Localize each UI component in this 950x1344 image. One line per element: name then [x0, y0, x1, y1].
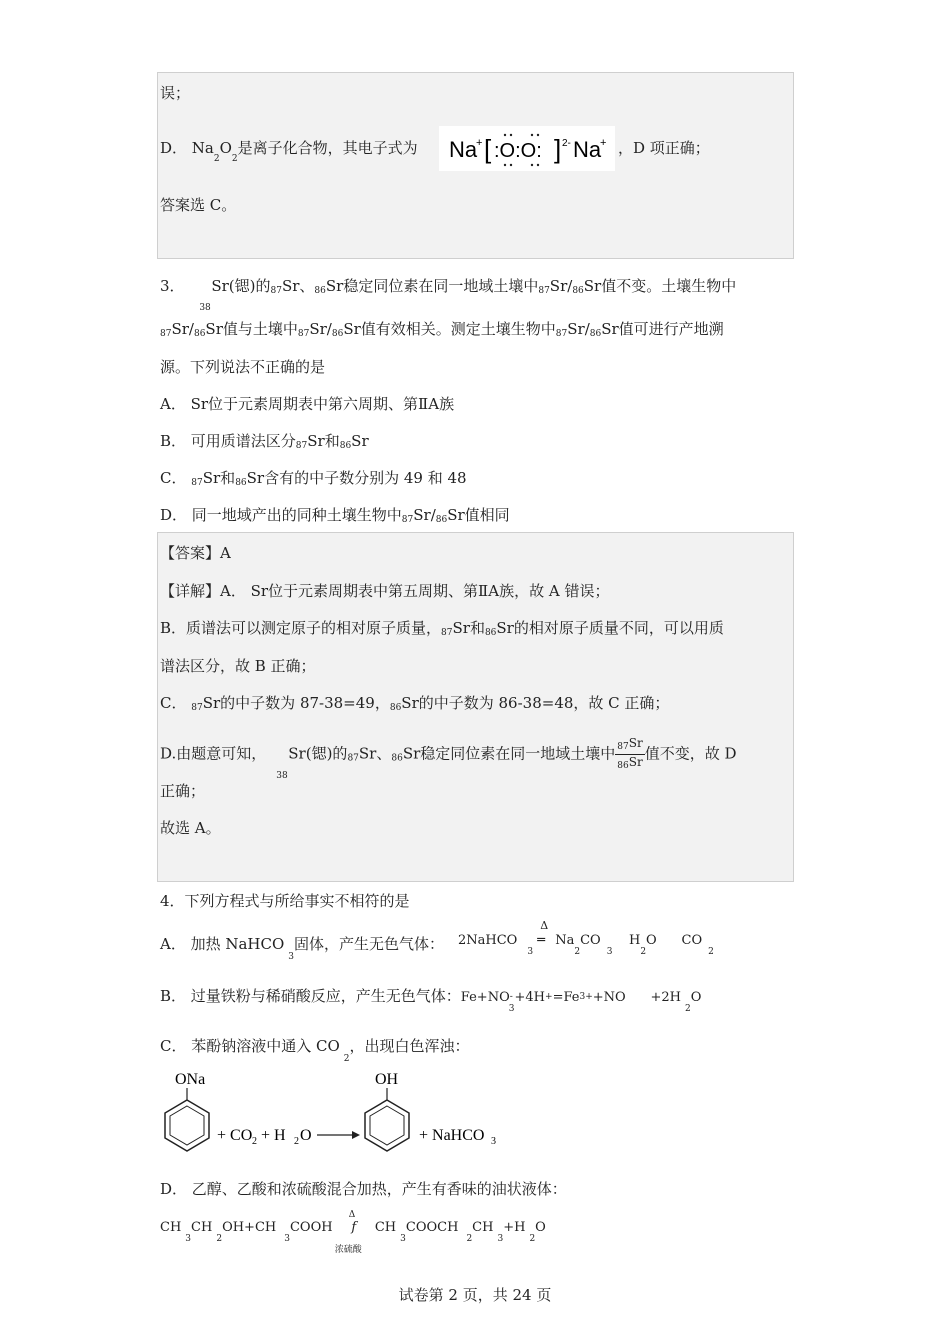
ans3-answer: 【答案】A [160, 544, 231, 562]
svg-text:2-: 2- [562, 138, 571, 149]
label-o: O [300, 1127, 312, 1144]
svg-text:2: 2 [294, 1136, 299, 1147]
q3-option-a: A． Sr位于元素周期表中第六周期、第ⅡA族 [160, 395, 455, 413]
label-ona: ONa [175, 1071, 206, 1088]
q4-option-a: A． 加热 NaHCO$_3$固体，产生无色气体： [160, 935, 445, 962]
na2o2-electron-formula [439, 126, 615, 171]
svg-text:[: [ [484, 134, 492, 164]
q3-line3: 源。下列说法不正确的是 [160, 358, 326, 376]
q4-option-c: C． 苯酚钠溶液中通入 $CO_2$，出现白色浑浊： [160, 1037, 470, 1064]
label-plus-h2: + H [261, 1127, 286, 1144]
q4-option-d: D． 乙醇、乙酸和浓硫酸混合加热，产生有香味的油状液体： [160, 1180, 567, 1198]
svg-text:Na: Na [449, 137, 478, 162]
ans3-detail-c: C． 87Sr的中子数为 87-38=49，86Sr的中子数为 86-38=48，故 C 正确； [160, 694, 670, 713]
ans3-detail-d2: 正确； [160, 782, 206, 800]
q3-line2: 87Sr/86Sr值与土壤中87Sr/86Sr值有效相关。测定土壤生物中87Sr/86Sr值可进行产地溯 [160, 320, 724, 339]
q4-option-b: B． 过量铁粉与稀硝酸反应，产生无色气体：$Fe+NO^-_3+4H^+=Fe^{3+}+NO$ $+2H_2O$ [160, 987, 702, 1014]
svg-text:]: ] [554, 134, 562, 164]
svg-text:Na: Na [573, 137, 602, 162]
ans3-choose: 故选 A。 [160, 819, 221, 837]
q3-line1: 3． 38 Sr(锶)的87Sr、86Sr稳定同位素在同一地域土壤中87Sr/86Sr值不变。土壤生物中 [160, 277, 737, 313]
q3-option-b: B． 可用质谱法区分87Sr和86Sr [160, 432, 369, 451]
label-plus-co2: + CO [217, 1127, 253, 1144]
prev-answer: 答案选 C。 [160, 196, 237, 214]
ans3-detail-b: B．质谱法可以测定原子的相对原子质量，87Sr和86Sr的相对原子质量不同，可以用质 [160, 619, 724, 638]
page-footer: 试卷第 2 页，共 24 页 [398, 1286, 552, 1304]
ans3-detail-a: 【详解】A． Sr位于元素周期表中第五周期、第ⅡA族，故 A 错误； [160, 582, 610, 600]
q3-option-d: D． 同一地域产出的同种土壤生物中87Sr/86Sr值相同 [160, 506, 510, 525]
label-oh: OH [375, 1071, 399, 1088]
q4-stem: 4．下列方程式与所给事实不相符的是 [160, 892, 410, 910]
q3-option-c: C． 87Sr和86Sr含有的中子数分别为 49 和 48 [160, 469, 467, 488]
q4-option-a-equation: 2NaHCO$_3$ Δ ═ $Na_2CO_3$ $H_2O$ $CO_2$ [458, 919, 714, 957]
sr-ratio-fraction: $\frac{87Sr}{86Sr}$ [617, 736, 643, 771]
svg-text:2: 2 [252, 1136, 257, 1147]
q4-option-d-equation: $CH_3CH_2OH+CH_3COOH$ Δ f 浓硫酸 $CH_3COOCH_2CH_3+H_2O$ [160, 1210, 546, 1255]
ans3-detail-b2: 谱法区分，故 B 正确； [160, 657, 316, 675]
svg-text::O:O:: :O:O: [494, 140, 542, 162]
prev-d-line: D． $Na_2O_2$是离子化合物，其电子式为 [160, 139, 418, 164]
label-nahco3: + NaHCO [419, 1127, 485, 1144]
phenoxide-reaction-diagram [155, 1068, 515, 1168]
ans3-detail-d: D.由题意可知， 38 Sr(锶)的87Sr、86Sr稳定同位素在同一地域土壤中 $\frac{87Sr}{86Sr}$ 值不变，故 D [160, 736, 737, 781]
prev-d-suffix: ，D 项正确； [618, 139, 710, 157]
prev-err: 误； [160, 84, 191, 102]
svg-text:+: + [476, 137, 483, 149]
svg-text:3: 3 [491, 1136, 496, 1147]
svg-text:+: + [600, 137, 607, 149]
